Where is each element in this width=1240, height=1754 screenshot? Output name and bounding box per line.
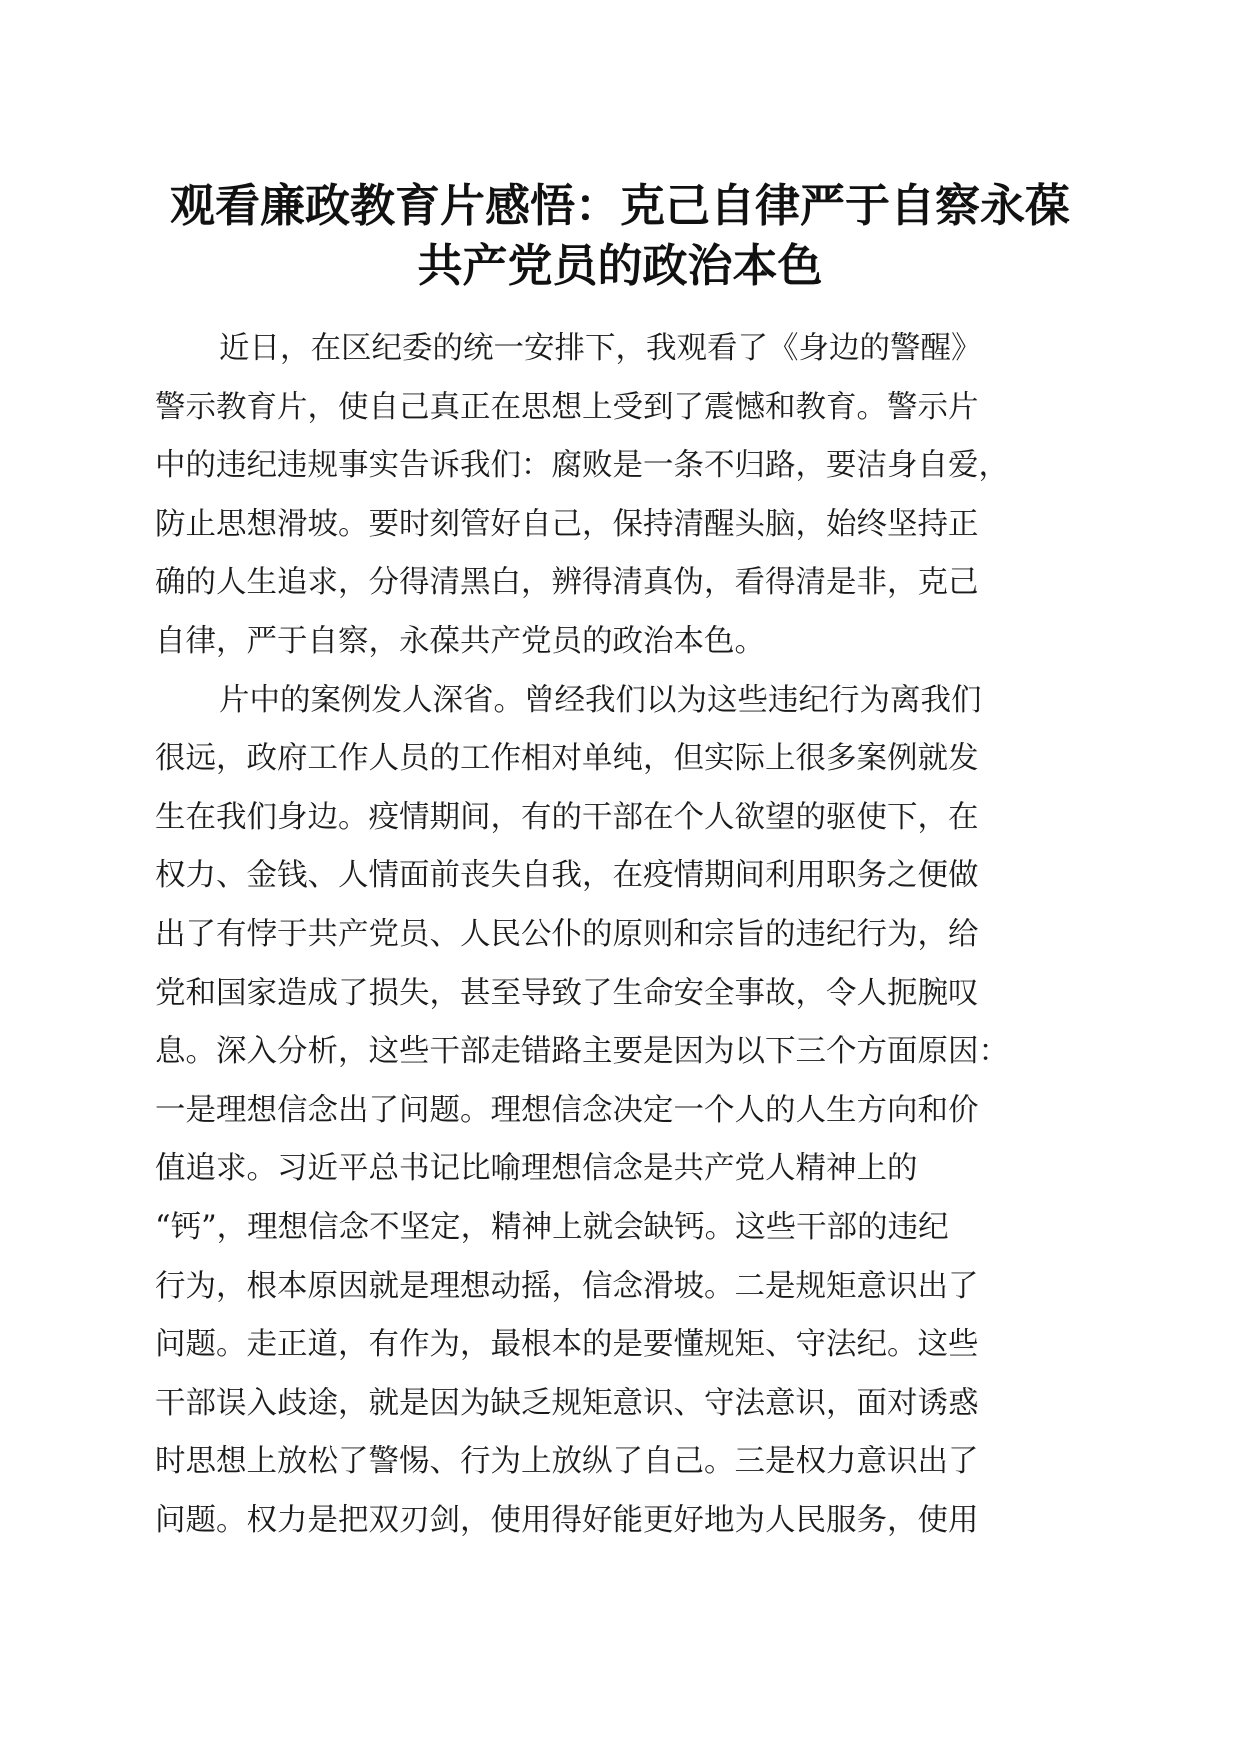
text-line: 党和国家造成了损失，甚至导致了生命安全事故，令人扼腕叹 [155,975,979,1011]
text-line: “钙”，理想信念不坚定，精神上就会缺钙。这些干部的违纪 [155,1209,949,1245]
paragraph-2 [155,672,1085,1551]
text-line: 出了有悖于共产党员、人民公仆的原则和宗旨的违纪行为，给 [155,916,979,952]
text-line: 干部误入歧途，就是因为缺乏规矩意识、守法意识，面对诱惑 [155,1385,979,1421]
text-line: 问题。权力是把双刃剑，使用得好能更好地为人民服务，使用 [155,1502,979,1538]
text-line: 生在我们身边。疫情期间，有的干部在个人欲望的驱使下，在 [155,799,979,835]
text-line: 息。深入分析，这些干部走错路主要是因为以下三个方面原因： [155,1034,1009,1070]
text-line: 警示教育片，使自己真正在思想上受到了震憾和教育。警示片 [155,389,979,425]
text-line: 很远，政府工作人员的工作相对单纯，但实际上很多案例就发 [155,741,979,777]
text-line: 防止思想滑坡。要时刻管好自己，保持清醒头脑，始终坚持正 [155,506,979,542]
text-line: 一是理想信念出了问题。理想信念决定一个人的人生方向和价 [155,1092,979,1128]
title-line: 共产党员的政治本色 [417,239,823,292]
text-line: 时思想上放松了警惕、行为上放纵了自己。三是权力意识出了 [155,1444,979,1480]
text-line: 近日，在区纪委的统一安排下，我观看了《身边的警醒》 [219,331,982,366]
text-line: 自律，严于自察，永葆共产党员的政治本色。 [155,623,765,659]
text-line: 中的违纪违规事实告诉我们：腐败是一条不归路，要洁身自爱， [155,448,1009,484]
document-title [150,176,1090,296]
text-line: 权力、金钱、人情面前丧失自我，在疫情期间利用职务之便做 [155,858,979,894]
document-body [155,320,1085,1550]
text-line: 问题。走正道，有作为，最根本的是要懂规矩、守法纪。这些 [155,1327,979,1363]
paragraph-1 [155,320,1085,672]
title-line: 观看廉政教育片感悟：克己自律严于自察永葆 [169,179,1070,232]
text-line: 行为，根本原因就是理想动摇，信念滑坡。二是规矩意识出了 [155,1268,979,1304]
text-line: 值追求。习近平总书记比喻理想信念是共产党人精神上的 [155,1151,918,1187]
text-line: 确的人生追求，分得清黑白，辨得清真伪，看得清是非，克己 [155,565,979,601]
text-line: 片中的案例发人深省。曾经我们以为这些违纪行为离我们 [219,682,982,718]
